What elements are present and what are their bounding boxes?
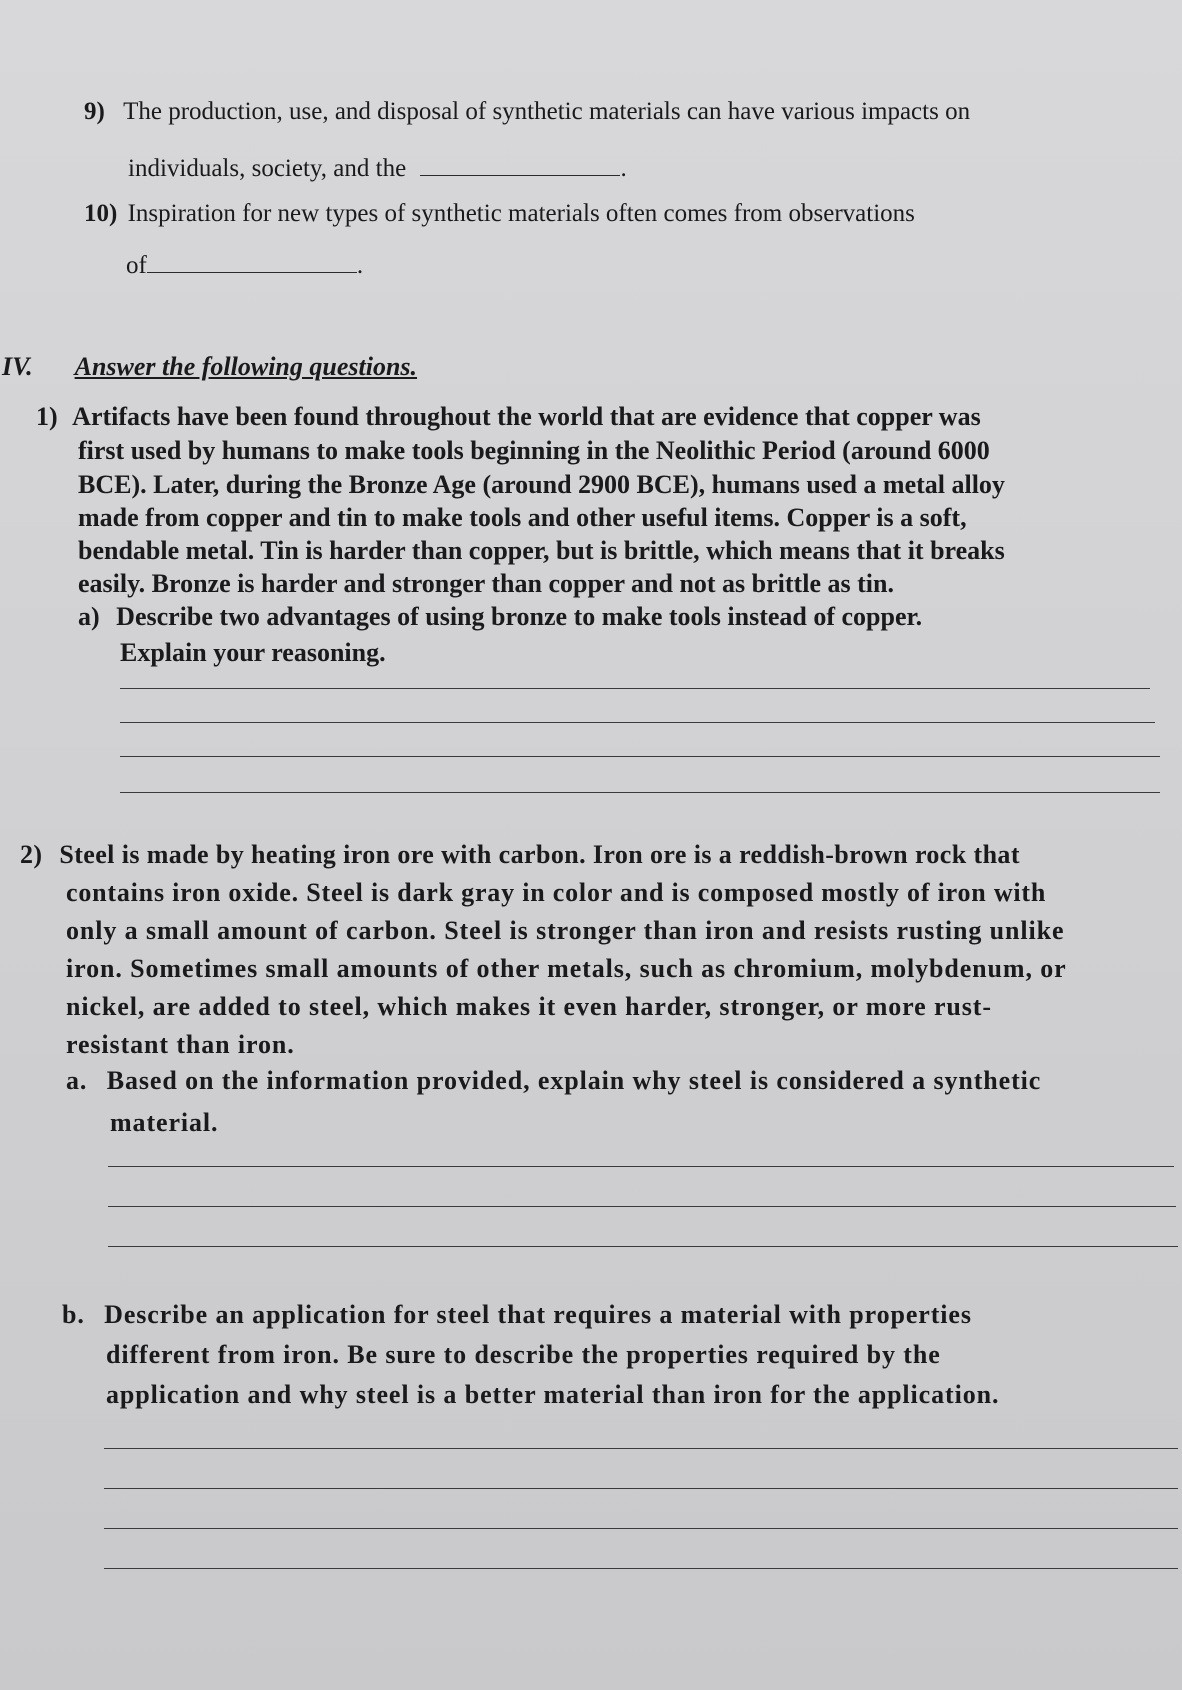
section-iv-numeral: IV.: [2, 352, 33, 381]
q9-text-2: individuals, society, and the: [128, 155, 407, 182]
q2a-label: a.: [66, 1066, 88, 1095]
q1-line-4: made from copper and tin to make tools and other useful items. Copper is a soft,: [78, 503, 967, 532]
q2b-answer-line-2[interactable]: [104, 1488, 1178, 1489]
q2-line-1: [20, 840, 1020, 870]
q2b-answer-line-1[interactable]: [104, 1448, 1178, 1449]
q1-number: 1): [36, 402, 58, 431]
q2-line-2: contains iron oxide. Steel is dark gray in color and is composed mostly of iron with: [66, 878, 1047, 907]
q10-line-1: [84, 200, 915, 228]
q2a-text-1: Based on the information provided, explain why steel is considered a synthetic: [106, 1066, 1042, 1095]
q9-line-2: [128, 155, 627, 183]
section-iv-heading: [2, 352, 417, 382]
q1a-label: a): [78, 602, 100, 631]
q1a-answer-line-3[interactable]: [120, 756, 1160, 757]
q2b-label: b.: [62, 1300, 85, 1329]
q1-line-2: first used by humans to make tools beginning in the Neolithic Period (around 6000: [78, 436, 990, 465]
q1-line-1: [36, 402, 981, 432]
q2-line-4: iron. Sometimes small amounts of other metals, such as chromium, molybdenum, or: [66, 954, 1067, 983]
q2b-line-1: [62, 1300, 972, 1330]
q1a-line-2: Explain your reasoning.: [120, 638, 386, 667]
q10-line-2: [126, 252, 363, 280]
q1a-text-1: Describe two advantages of using bronze to make tools instead of copper.: [116, 602, 923, 631]
q1a-answer-line-2[interactable]: [120, 722, 1155, 723]
q2a-answer-line-1[interactable]: [108, 1166, 1174, 1167]
q1a-answer-line-1[interactable]: [120, 688, 1150, 689]
q2b-answer-line-3[interactable]: [104, 1528, 1178, 1529]
q2-line-5: nickel, are added to steel, which makes it even harder, stronger, or more rust-: [66, 992, 992, 1021]
section-iv-title: Answer the following questions.: [74, 352, 418, 381]
q1-line-5: bendable metal. Tin is harder than copper, but is brittle, which means that it breaks: [78, 536, 1005, 565]
q9-number: 9): [84, 98, 105, 125]
q2b-line-3: application and why steel is a better material than iron for the application.: [106, 1380, 1000, 1409]
q10-answer-blank[interactable]: [147, 271, 357, 273]
q2b-line-2: different from iron. Be sure to describe the properties required by the: [106, 1340, 941, 1369]
q2b-answer-line-4[interactable]: [104, 1568, 1178, 1569]
q2-line-3: only a small amount of carbon. Steel is stronger than iron and resists rusting unlike: [66, 916, 1065, 945]
q2-number: 2): [20, 840, 43, 869]
q9-answer-blank[interactable]: [420, 174, 620, 176]
q10-text-2: of: [126, 252, 147, 279]
q2a-answer-line-2[interactable]: [108, 1206, 1176, 1207]
q2a-line-1: [66, 1066, 1041, 1096]
q2-line-6: resistant than iron.: [66, 1030, 295, 1059]
q2b-text-1: Describe an application for steel that requires a material with properties: [104, 1300, 972, 1329]
q9-text-1: The production, use, and disposal of synthetic materials can have various impacts on: [123, 98, 971, 125]
q2-text-1: Steel is made by heating iron ore with carbon. Iron ore is a reddish-brown rock that: [59, 840, 1020, 869]
q2a-answer-line-3[interactable]: [108, 1246, 1178, 1247]
q10-number: 10): [84, 200, 118, 227]
q10-end: .: [356, 252, 364, 279]
q9-end: .: [620, 155, 627, 182]
q1a-answer-line-4[interactable]: [120, 792, 1160, 793]
q1a-line-1: [78, 602, 922, 632]
q9-line-1: [84, 98, 970, 126]
q10-text-1: Inspiration for new types of synthetic materials often comes from observations: [127, 200, 915, 227]
q1-line-3: BCE). Later, during the Bronze Age (around 2900 BCE), humans used a metal alloy: [78, 470, 1005, 499]
q2a-line-2: material.: [110, 1108, 219, 1137]
q1-text-1: Artifacts have been found throughout the world that are evidence that copper was: [72, 402, 981, 431]
q1-line-6: easily. Bronze is harder and stronger than copper and not as brittle as tin.: [78, 569, 894, 598]
